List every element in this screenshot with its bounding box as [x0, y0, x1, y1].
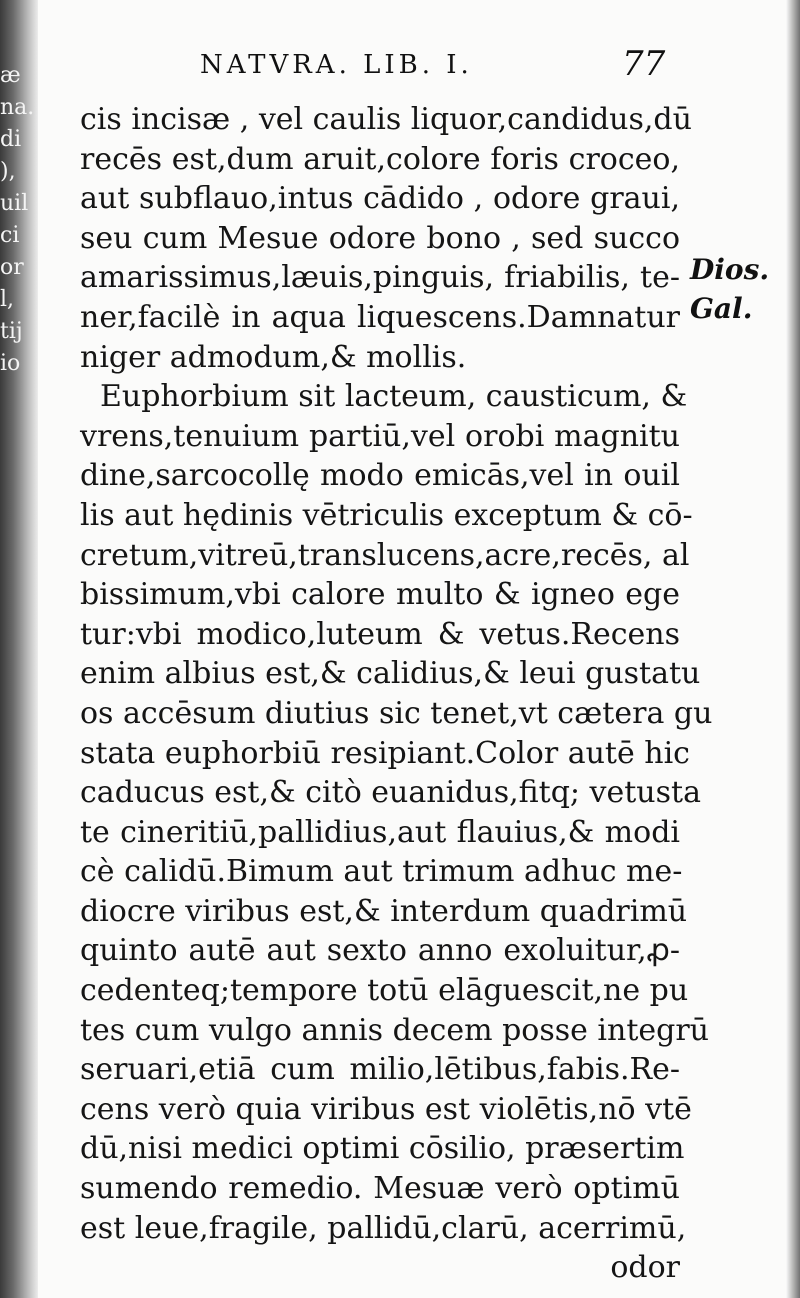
text-line: cedenteq;tempore totū elāguescit,ne pu — [80, 973, 689, 1009]
text-line: cis incisæ , vel caulis liquor,candidus,dū — [80, 102, 692, 137]
text-line: diocre viribus est,& interdum quadrimū — [80, 893, 688, 929]
text-line: niger admodum,& mollis. — [80, 339, 467, 375]
text-line: cretum,vitreū,translucens,acre,recēs, al — [80, 537, 690, 573]
text-line: aut subflauo,intus cādido , odore graui, — [80, 181, 680, 217]
previous-page-fragment: l, — [0, 287, 15, 312]
previous-page-fragment: ci — [0, 223, 20, 248]
text-line: te cineritiū,pallidius,aut flauius,& modi — [80, 814, 680, 850]
text-line: caducus est,& citò euanidus,fitq; vetusta — [80, 775, 701, 811]
text-line: seruari,etiā cum milio,lētibus,fabis.Re- — [80, 1052, 680, 1088]
text-line: cens verò quia viribus est violētis,nō vtē — [80, 1091, 692, 1127]
text-line: lis aut hędinis vētriculis exceptum & cō- — [80, 497, 693, 533]
body-text — [80, 100, 713, 1288]
page-number: 77 — [622, 44, 666, 84]
text-line: tur:vbi modico,luteum & vetus.Recens — [80, 616, 680, 652]
text-line: dine,sarcocollę modo emicās,vel in ouil — [80, 458, 680, 494]
text-line: tes cum vulgo annis decem posse integrū — [80, 1012, 710, 1048]
text-line: dū,nisi medici optimi cōsilio, præsertim — [80, 1131, 685, 1167]
running-title: NATVRA. LIB. I. — [200, 50, 473, 80]
text-line: ner,facilè in aqua liquescens.Damnatur — [80, 299, 680, 335]
previous-page-fragment: di — [0, 127, 22, 152]
previous-page-fragment: tij — [0, 319, 23, 344]
margin-note-dioscorides: Dios. — [690, 253, 770, 286]
text-line: seu cum Mesue odore bono , sed succo — [80, 220, 680, 256]
text-line: sumendo remedio. Mesuæ verò optimū — [80, 1171, 680, 1207]
margin-note-galen: Gal. — [690, 292, 753, 325]
previous-page-fragment: io — [0, 351, 21, 376]
previous-page-fragment: or — [0, 255, 24, 280]
previous-page-fragment: uil — [0, 191, 29, 216]
catchword: odor — [610, 1250, 680, 1286]
text-line: vrens,tenuium partiū,vel orobi magnitu — [80, 418, 680, 454]
previous-page-fragment: na. — [0, 95, 35, 120]
previous-page-fragment: æ — [0, 63, 21, 88]
text-line: cè calidū.Bimum aut trimum adhuc me- — [80, 854, 683, 890]
text-line: enim albius est,& calidius,& leui gustatu — [80, 656, 701, 692]
text-line: quinto autē aut sexto anno exoluitur,ꝓ- — [80, 933, 680, 969]
text-line: recēs est,dum aruit,colore foris croceo, — [80, 141, 680, 177]
text-line: amarissimus,læuis,pinguis, friabilis, te- — [80, 260, 680, 296]
text-line: stata euphorbiū resipiant.Color autē hic — [80, 735, 690, 771]
page-edge-shadow — [786, 0, 800, 1298]
text-line: bissimum,vbi calore multo & igneo ege — [80, 577, 680, 613]
previous-page-margin — [0, 60, 34, 380]
text-line: os accēsum diutius sic tenet,vt cætera gu — [80, 695, 713, 731]
previous-page-fragment: ), — [0, 159, 16, 184]
text-line: est leue,fragile, pallidū,clarū, acerrimū, — [80, 1210, 687, 1246]
paragraph-start-line: Euphorbium sit lacteum, causticum, & — [100, 379, 688, 415]
